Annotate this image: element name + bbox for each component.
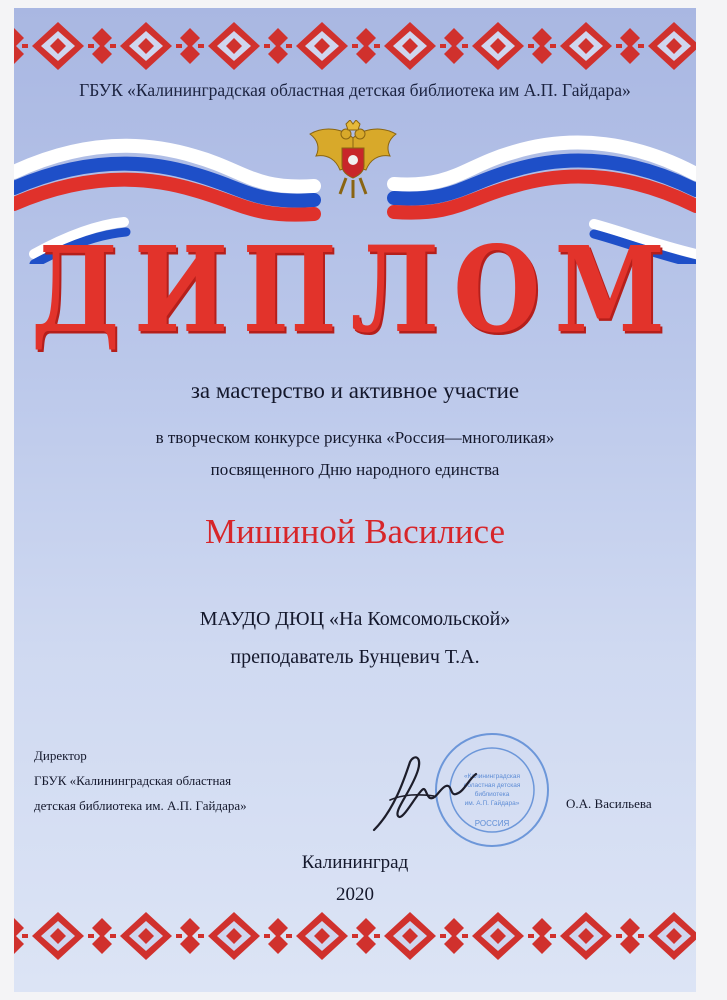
teacher-name: преподаватель Бунцевич Т.А. bbox=[230, 646, 480, 668]
diploma-title: ДИПЛОМ bbox=[30, 220, 680, 360]
director-label: Директор bbox=[34, 748, 87, 763]
stamp-line-4: им. А.П. Гайдара» bbox=[464, 800, 520, 807]
stamp-line-2: областная детская bbox=[463, 782, 521, 789]
contest-name: в творческом конкурсе рисунка «Россия—многоликая» bbox=[155, 428, 555, 447]
director-org-line1: ГБУК «Калининградская областная bbox=[34, 773, 232, 788]
top-ornament-border bbox=[14, 20, 696, 72]
organization-header: ГБУК «Калининградская областная детская библиотека им А.П. Гайдара» bbox=[79, 80, 631, 100]
stamp-line-1: «Калининградская bbox=[463, 773, 521, 780]
director-org-line2: детская библиотека им. А.П. Гайдара» bbox=[34, 798, 247, 813]
coat-of-arms-icon bbox=[302, 120, 404, 200]
contest-dedication: посвященного Дню народного единства bbox=[210, 460, 500, 479]
handwritten-signature bbox=[364, 750, 484, 840]
recipient-institution: МАУДО ДЮЦ «На Комсомольской» bbox=[199, 608, 511, 630]
bottom-ornament-border bbox=[14, 910, 696, 962]
stamp-line-3: библиотека bbox=[474, 791, 510, 798]
diploma-sheet bbox=[14, 8, 696, 992]
director-block bbox=[34, 743, 247, 818]
stamp-country: РОССИЯ bbox=[474, 819, 510, 828]
recipient-name: Мишиной Василисе bbox=[204, 512, 506, 551]
director-name: О.А. Васильева bbox=[566, 796, 652, 811]
city: Калининград bbox=[301, 852, 409, 873]
year: 2020 bbox=[336, 884, 374, 905]
award-reason: за мастерство и активное участие bbox=[190, 378, 520, 403]
